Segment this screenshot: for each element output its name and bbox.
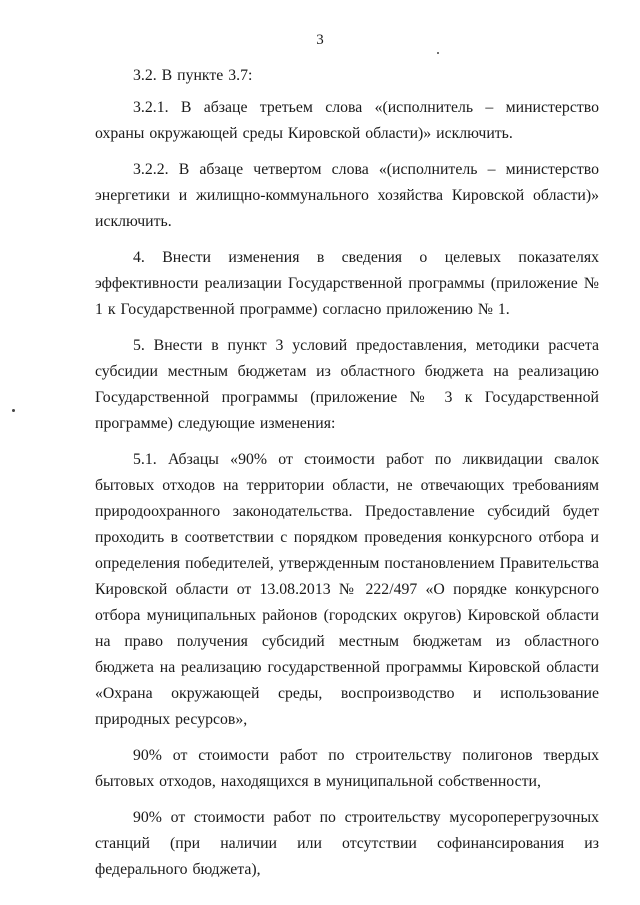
scan-speck: [12, 409, 15, 412]
paragraph-90-stations: 90% от стоимости работ по строительству мусороперегрузочных станций (при наличии или отсутствии софинансирования из федерального бюджета),: [95, 809, 599, 878]
paragraph-4: 4. Внести изменения в сведения о целевых показателях эффективности реализации Государственной программы (приложение № 1 к Государственной программе) согласно приложению № 1.: [95, 249, 599, 318]
paragraph-3-2-2: 3.2.2. В абзаце четвертом слова «(исполнитель – министерство энергетики и жилищно-коммунального хозяйства Кировской области)» исключить.: [95, 161, 599, 230]
paragraph-5: 5. Внести в пункт 3 условий предоставления, методики расчета субсидии местным бюджетам из областного бюджета на реализацию Государственной программы (приложение № 3 к Государственной программе) следующие изменения:: [95, 337, 599, 432]
document-body: [95, 63, 599, 883]
paragraph-3-2-1: 3.2.1. В абзаце третьем слова «(исполнитель – министерство охраны окружающей среды Кировской области)» исключить.: [95, 99, 599, 142]
paragraph-5-1: 5.1. Абзацы «90% от стоимости работ по ликвидации свалок бытовых отходов на территории области, не отвечающих требованиям природоохранного законодательства. Предоставление субсидий будет проходить в соответствии с порядком проведения конкурсного отбора и определения победителей, утвержденным постановлением Правительства Кировской области от 13.08.2013 № 222/497 «О порядке конкурсного отбора муниципальных районов (городских округов) Кировской области на право получения субсидий местным бюджетам из областного бюджета на реализацию государственной программы Кировской области «Охрана окружающей среды, воспроизводство и использование природных ресурсов»,: [95, 451, 599, 728]
paragraph-90-polygons: 90% от стоимости работ по строительству полигонов твердых бытовых отходов, находящихся в муниципальной собственности,: [95, 747, 599, 790]
page-number: 3: [316, 32, 324, 48]
paragraph-3-2: 3.2. В пункте 3.7:: [133, 67, 253, 84]
scan-speck: [437, 52, 439, 54]
